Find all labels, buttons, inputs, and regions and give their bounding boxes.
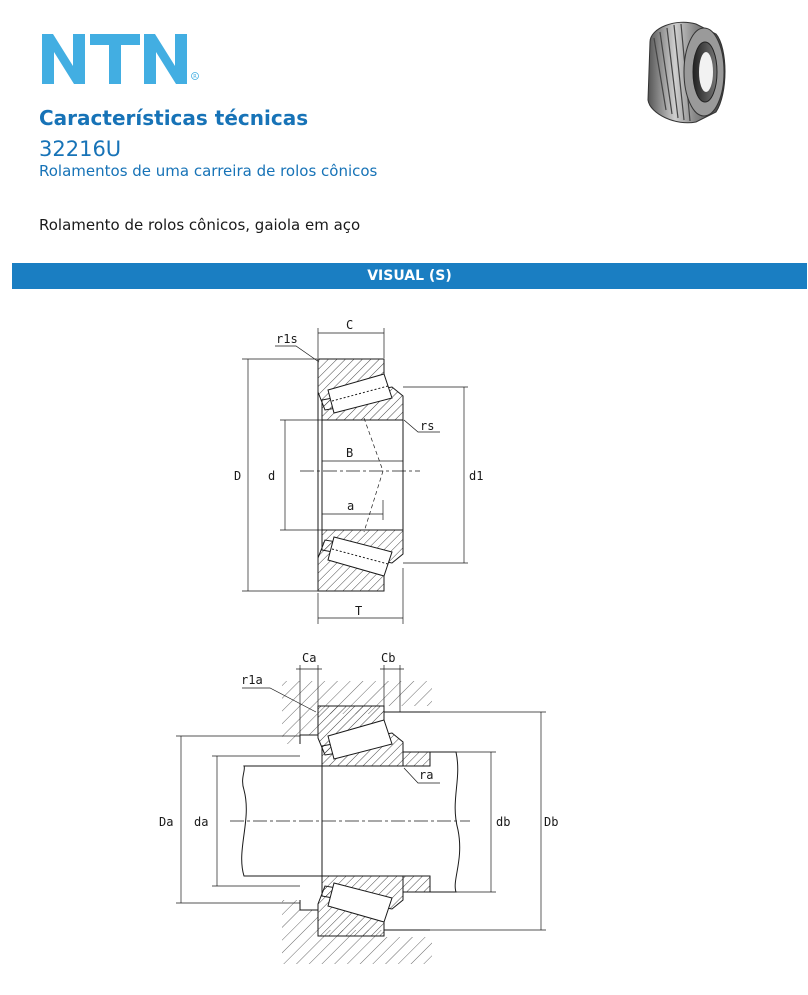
label-da: da bbox=[194, 815, 209, 829]
mounting-drawing bbox=[176, 665, 546, 964]
label-rs: rs bbox=[420, 419, 435, 433]
label-Cb: Cb bbox=[381, 651, 396, 665]
bearing-section-drawing bbox=[242, 328, 468, 624]
label-D: D bbox=[234, 469, 242, 483]
label-Da: Da bbox=[159, 815, 174, 829]
label-Ca: Ca bbox=[302, 651, 317, 665]
label-T: T bbox=[355, 604, 363, 618]
label-B: B bbox=[346, 446, 354, 460]
label-ra: ra bbox=[419, 768, 434, 782]
label-Db: Db bbox=[544, 815, 559, 829]
svg-text:R: R bbox=[193, 74, 197, 80]
label-d: d bbox=[268, 469, 276, 483]
label-r1a: r1a bbox=[241, 673, 263, 687]
label-d1: d1 bbox=[469, 469, 484, 483]
label-r1s: r1s bbox=[276, 332, 298, 346]
section-banner-visual: VISUAL (S) bbox=[12, 263, 807, 289]
bearing-product-image bbox=[636, 14, 732, 126]
bearing-code: 32216U bbox=[39, 137, 122, 161]
label-C: C bbox=[346, 318, 354, 332]
technical-drawings bbox=[0, 290, 808, 995]
bearing-type-subtitle: Rolamentos de uma carreira de rolos cônicos bbox=[39, 162, 378, 180]
page-title: Características técnicas bbox=[39, 106, 309, 130]
bearing-description: Rolamento de rolos cônicos, gaiola em aço bbox=[39, 216, 361, 234]
label-a: a bbox=[347, 499, 355, 513]
ntn-logo bbox=[40, 30, 205, 88]
label-db: db bbox=[496, 815, 511, 829]
